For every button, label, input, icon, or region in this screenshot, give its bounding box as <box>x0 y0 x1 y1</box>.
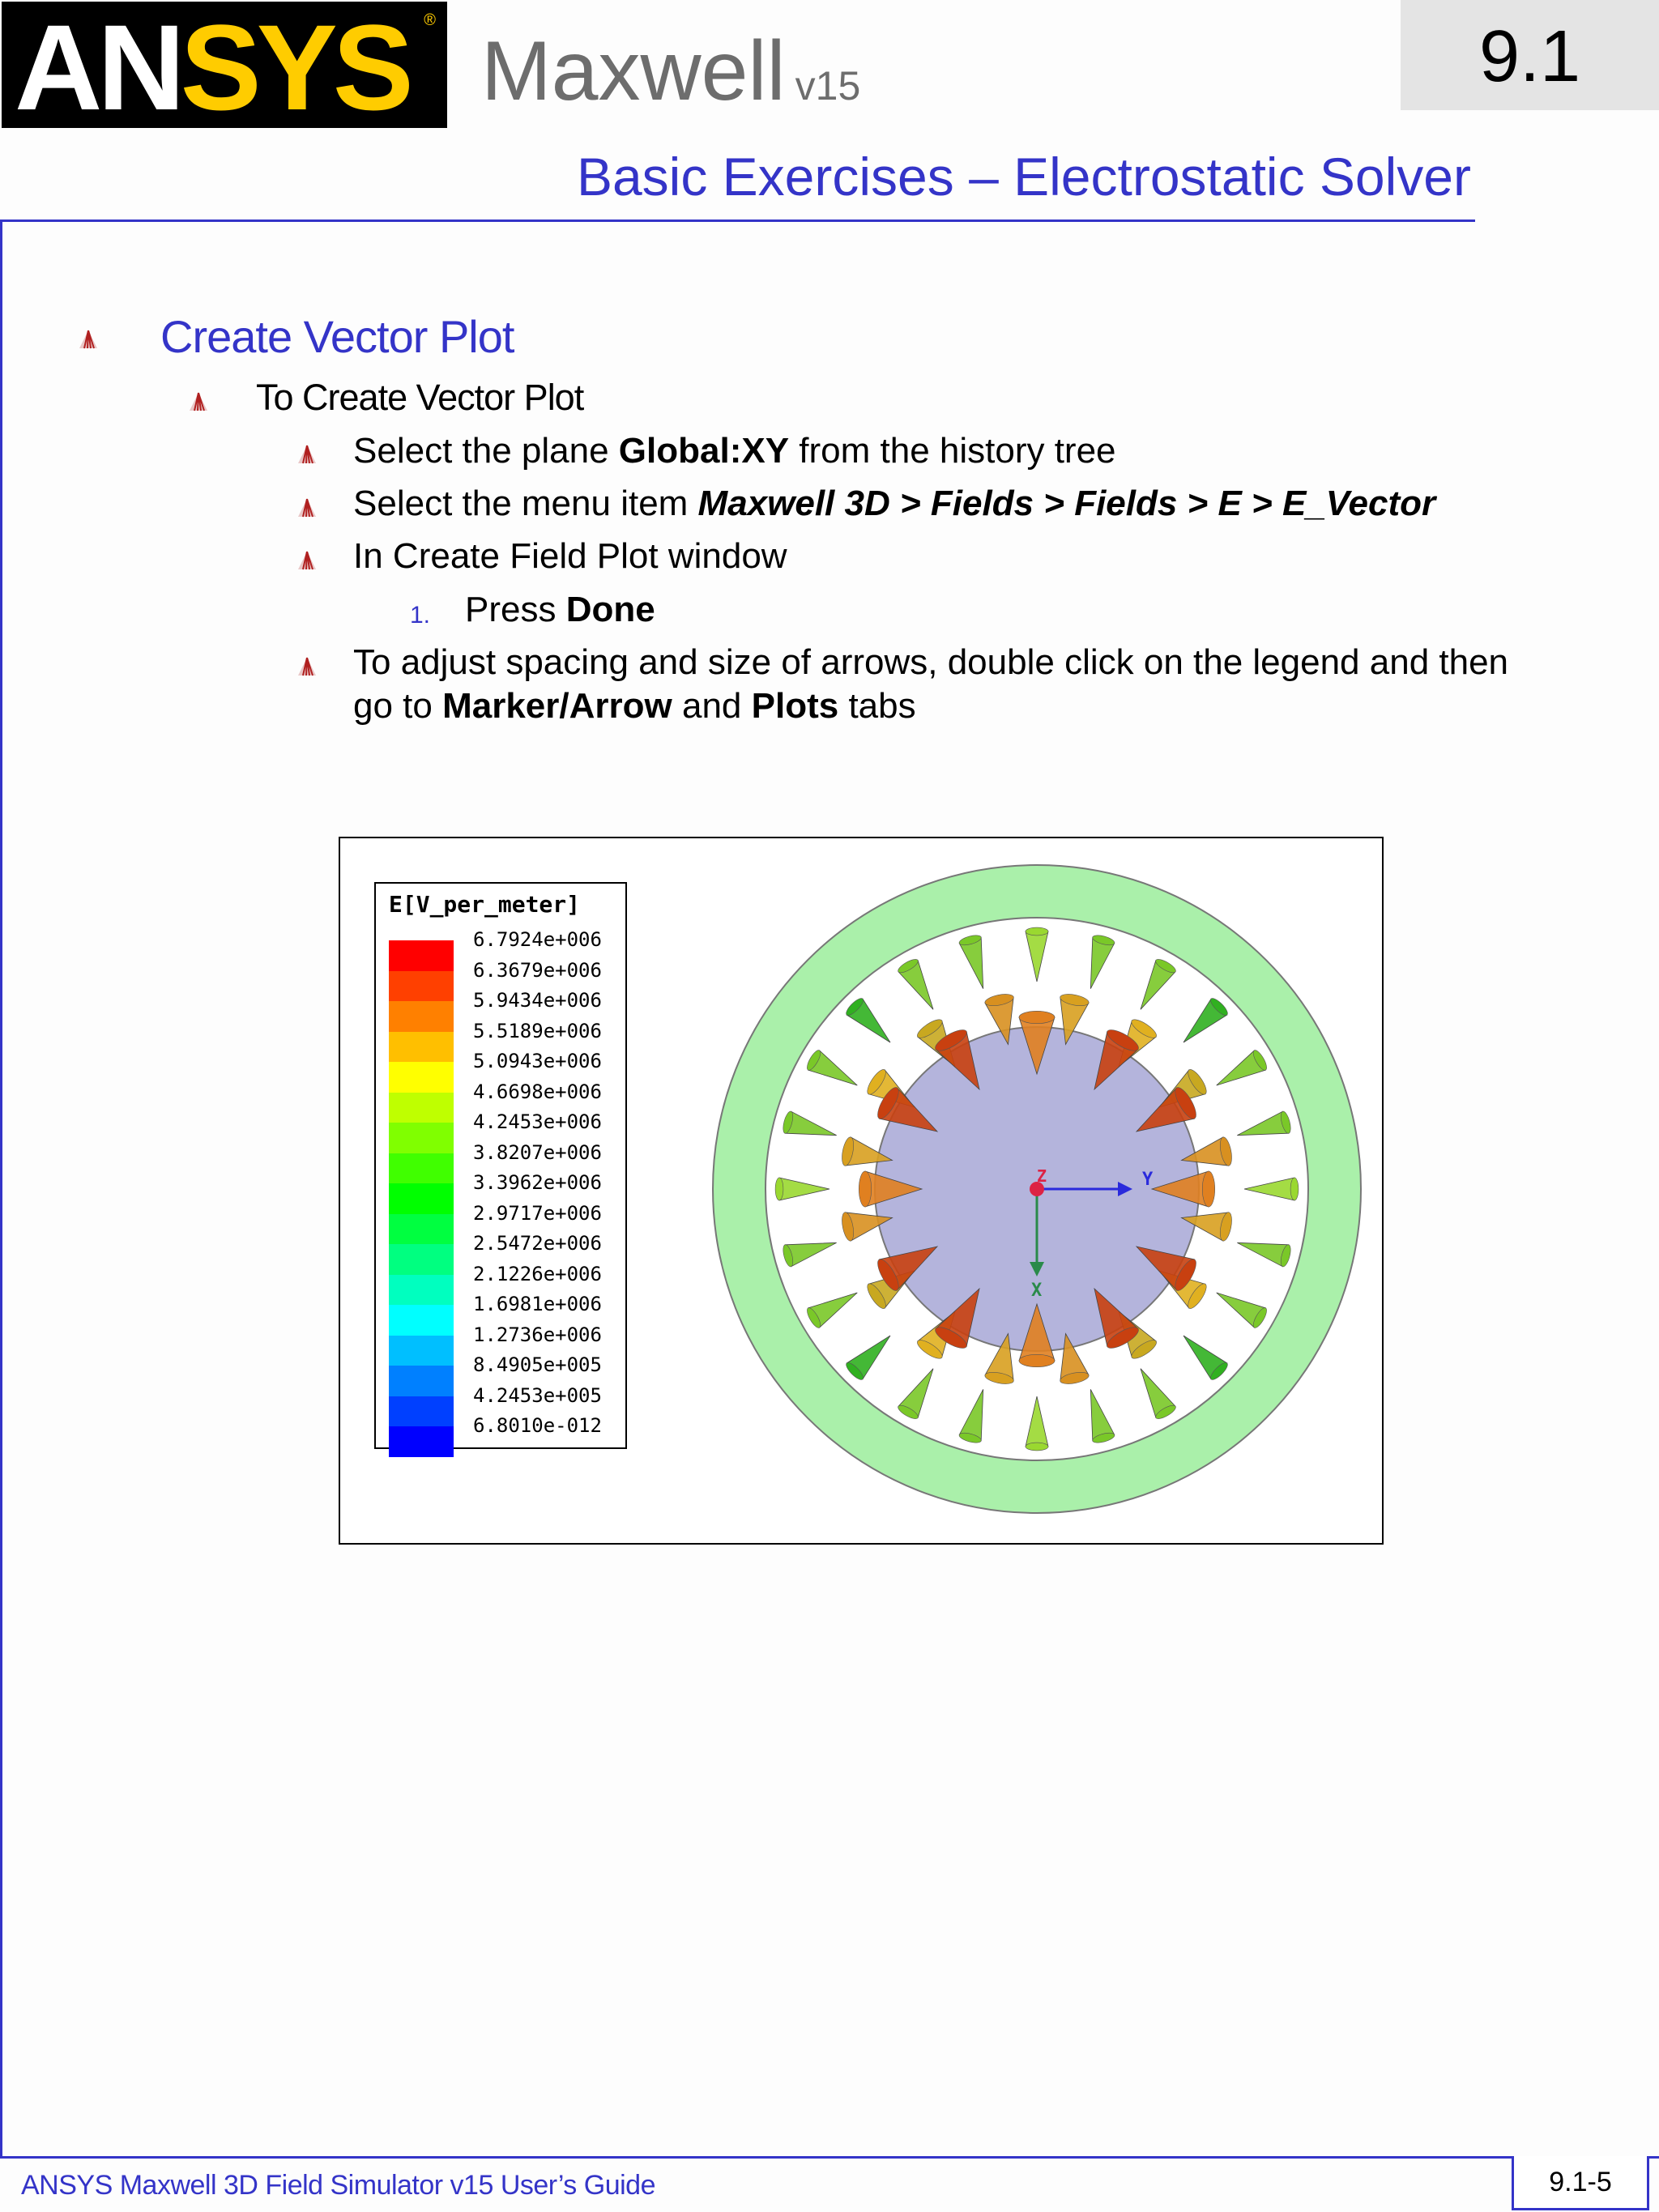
field-arrow-base <box>1202 1171 1214 1207</box>
z-axis-label: Z <box>1037 1166 1047 1186</box>
step-create-field-plot: In Create Field Plot window <box>353 536 787 576</box>
product-name: Maxwell v15 <box>481 24 861 118</box>
page-number: 9.1-5 <box>1549 2167 1612 2197</box>
step-adjust-tabs: go to Marker/Arrow and Plots tabs <box>353 686 916 726</box>
left-border <box>0 219 2 2156</box>
legend-value: 5.9434e+006 <box>473 989 602 1012</box>
legend-value: 6.8010e-012 <box>473 1414 602 1437</box>
field-arrow-base <box>1019 1011 1055 1023</box>
y-axis-label: Y <box>1142 1170 1154 1190</box>
page-number-box <box>1512 2156 1649 2210</box>
field-arrow-base <box>775 1178 783 1200</box>
section-title: Basic Exercises – Electrostatic Solver <box>576 147 1471 207</box>
legend-value: 3.8207e+006 <box>473 1140 602 1164</box>
registered-mark: ® <box>424 11 436 29</box>
legend-value: 4.6698e+006 <box>473 1080 602 1103</box>
bullet-icon <box>78 329 99 350</box>
substep-number: 1. <box>410 602 431 629</box>
legend-value: 4.2453e+005 <box>473 1383 602 1407</box>
legend-value: 2.9717e+006 <box>473 1201 602 1225</box>
legend-value: 8.4905e+005 <box>473 1353 602 1376</box>
legend-value: 3.3962e+006 <box>473 1171 602 1194</box>
legend-value: 1.2736e+006 <box>473 1323 602 1346</box>
legend-value: 5.5189e+006 <box>473 1019 602 1042</box>
footer-divider <box>0 2156 1659 2159</box>
legend-value: 1.6981e+006 <box>473 1293 602 1315</box>
field-arrow-base <box>1026 1443 1048 1451</box>
substep-press-done: Press Done <box>465 590 655 629</box>
vector-plot-figure <box>339 837 1384 1545</box>
bullet-icon <box>296 550 318 571</box>
bullet-icon <box>296 656 318 677</box>
subheading: To Create Vector Plot <box>256 377 584 418</box>
chapter-number: 9.1 <box>1478 16 1581 97</box>
field-arrow-base <box>1026 927 1048 936</box>
legend-value: 6.7924e+006 <box>473 928 602 951</box>
step-adjust-spacing: To adjust spacing and size of arrows, double click on the legend and then <box>353 642 1509 682</box>
logo-wordmark: ANSYS <box>15 0 409 135</box>
product-version: v15 <box>795 63 861 109</box>
legend-value: 2.5472e+006 <box>473 1232 602 1255</box>
header-divider <box>0 219 1475 222</box>
x-axis-label: X <box>1031 1281 1043 1301</box>
bullet-icon <box>188 391 209 412</box>
field-arrow-base <box>1019 1354 1055 1366</box>
field-arrow-base <box>1290 1178 1299 1200</box>
legend-value: 2.1226e+006 <box>473 1262 602 1285</box>
legend-value: 6.3679e+006 <box>473 958 602 982</box>
step-select-plane: Select the plane Global:XY from the history tree <box>353 431 1116 471</box>
bullet-icon <box>296 497 318 518</box>
legend-value: 5.0943e+006 <box>473 1050 602 1072</box>
legend-value: 4.2453e+006 <box>473 1110 602 1133</box>
chapter-box <box>1401 0 1659 110</box>
ansys-logo <box>2 0 447 135</box>
field-arrow-base <box>859 1171 871 1207</box>
field-plot-view[interactable] <box>340 838 1382 1543</box>
heading-create-vector-plot: Create Vector Plot <box>160 311 514 362</box>
bullet-icon <box>296 444 318 465</box>
legend-title: E[V_per_meter] <box>389 891 581 918</box>
step-select-menu: Select the menu item Maxwell 3D > Fields > Fields > E > E_Vector <box>353 484 1436 523</box>
guide-title: ANSYS Maxwell 3D Field Simulator v15 User’s Guide <box>21 2170 655 2201</box>
